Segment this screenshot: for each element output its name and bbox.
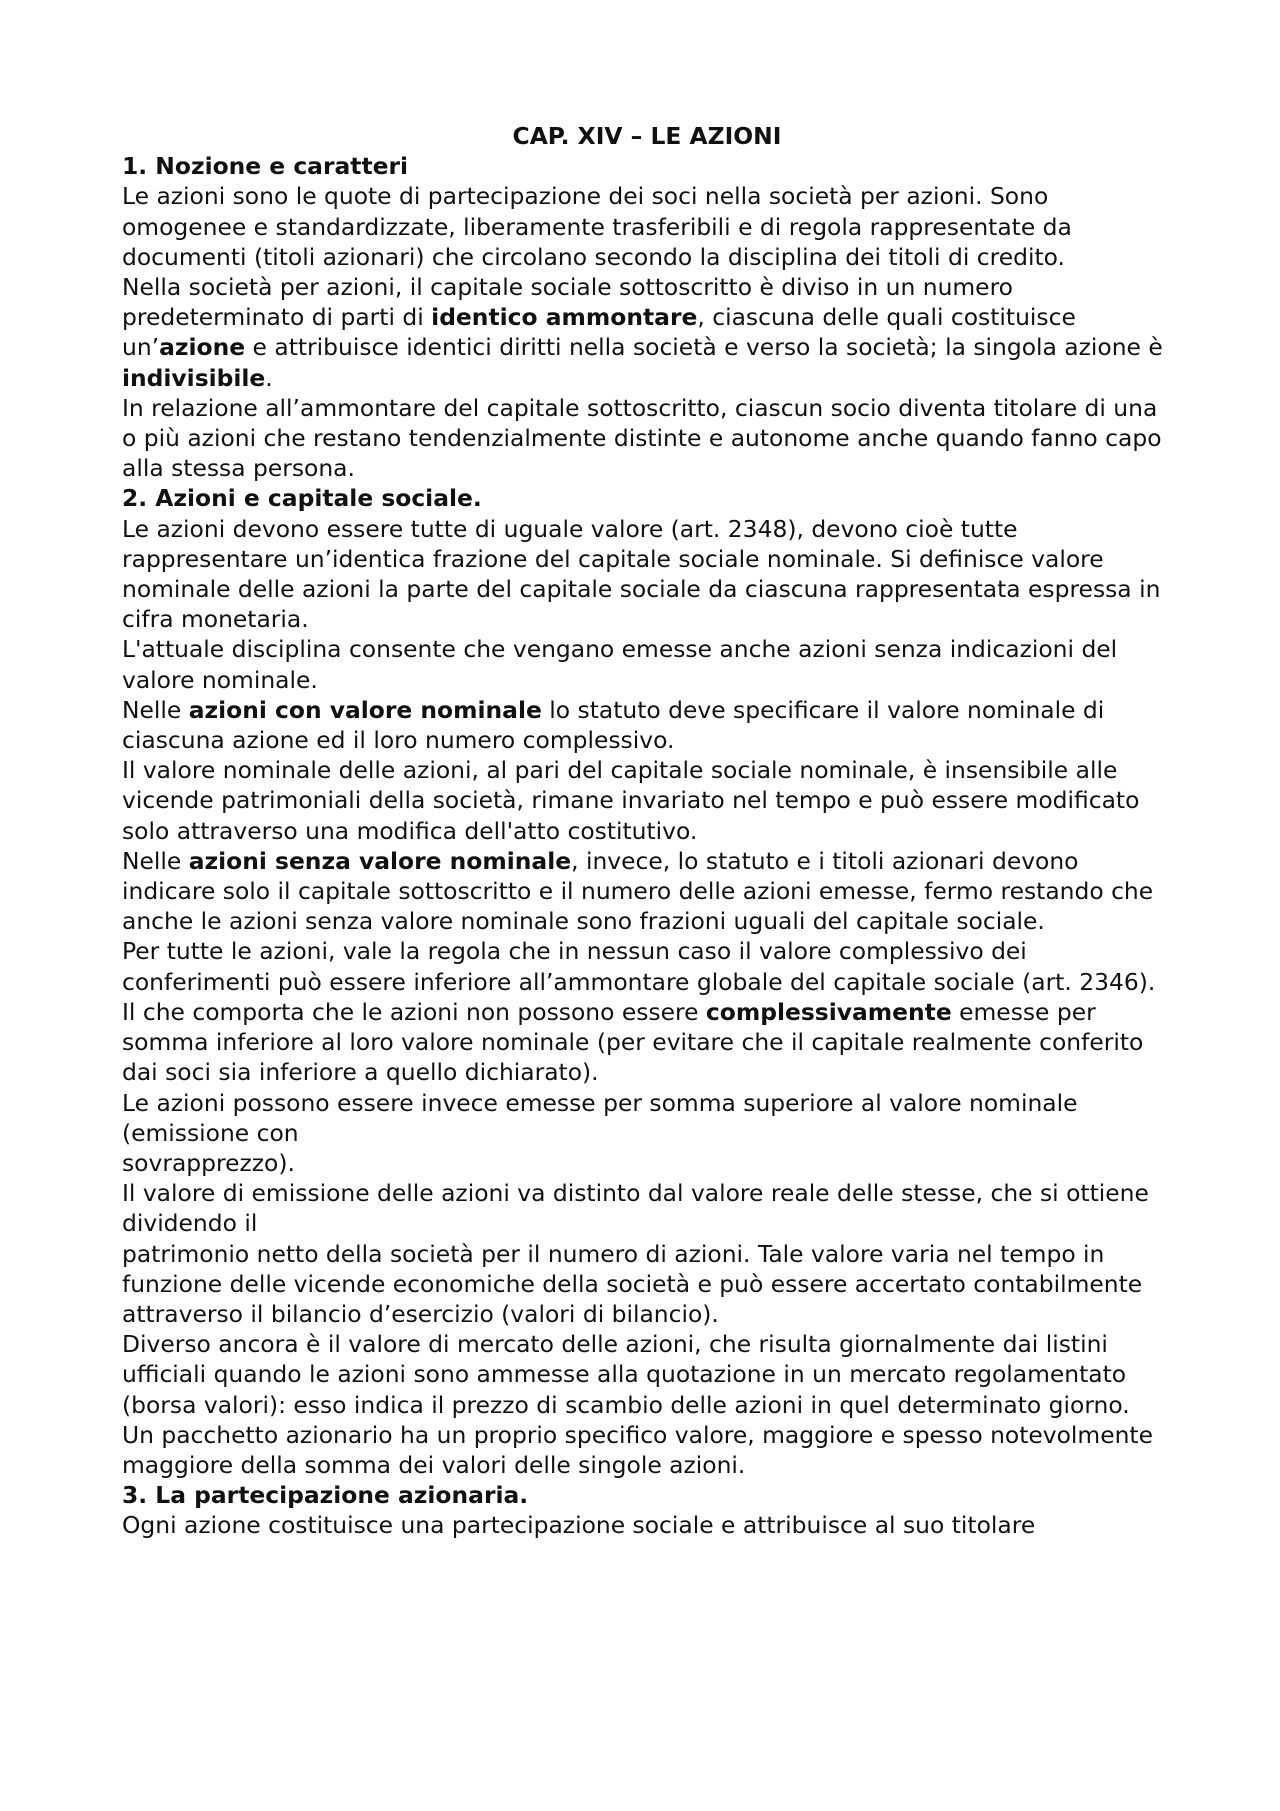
paragraph: Un pacchetto azionario ha un proprio specifico valore, maggiore e spesso notevolmente maggiore della somma dei valori delle singole azioni. (122, 1420, 1153, 1479)
section-heading-3: 3. La partecipazione azionaria. (122, 1481, 529, 1510)
paragraph (122, 846, 1172, 937)
text-line: Il valore di emissione delle azioni va distinto dal valore reale delle stesse, che si ottiene dividendo il (122, 1179, 1149, 1238)
text-line: sovrapprezzo). (122, 1148, 295, 1177)
text-run: lo statuto deve specificare il valore nominale di ciascuna azione ed il loro numero complessivo. (122, 695, 1105, 755)
text-run: e attribuisce identici diritti nella società e verso la società; la singola azione è (245, 333, 1163, 362)
text-run: , invece, lo statuto e i titoli azionari devono indicare solo il capitale sottoscritto e il numero delle azioni emesse, fermo restando che anche le azioni senza valore nominale sono frazioni uguali del capitale sociale. (122, 846, 1154, 936)
text-run: Nella società per azioni, il capitale sociale sottoscritto è diviso in un numero predeterminato di parti di (122, 273, 1013, 332)
bold-text: identico ammontare (431, 303, 698, 332)
document-title: CAP. XIV – LE AZIONI (512, 122, 782, 150)
paragraph: L'attuale disciplina consente che vengano emesse anche azioni senza indicazioni del valore nominale. (122, 635, 1118, 694)
text-run: Nelle (122, 846, 189, 875)
section-heading-2: 2. Azioni e capitale sociale. (122, 484, 482, 513)
paragraph: Ogni azione costituisce una partecipazione sociale e attribuisce al suo titolare (122, 1511, 1036, 1540)
bold-text: complessivamente (705, 997, 952, 1026)
bold-text: indivisibile (122, 363, 266, 392)
text-run: , ciascuna delle quali costituisce un’ (122, 303, 1076, 362)
text-line: patrimonio netto della società per il numero di azioni. Tale valore varia nel tempo in funzione delle vicende economiche della società e può essere accertato contabilmente attraverso il bilancio d’esercizio (valori di bilancio). (122, 1239, 1143, 1328)
paragraph (122, 1178, 1172, 1329)
bold-text: azione (159, 333, 246, 362)
paragraph: Le azioni devono essere tutte di uguale valore (art. 2348), devono cioè tutte rappresentare un’identica frazione del capitale sociale nominale. Si definisce valore nominale delle azioni la parte del capitale sociale da ciascuna rappresentata espressa in cifra monetaria. (122, 514, 1161, 634)
paragraph: Il valore nominale delle azioni, al pari del capitale sociale nominale, è insensibile alle vicende patrimoniali della società, rimane invariato nel tempo e può essere modificato solo attraverso una modifica dell'atto costitutivo. (122, 756, 1140, 845)
text-line: Le azioni possono essere invece emesse per somma superiore al valore nominale (emissione con (122, 1088, 1078, 1147)
text-run: emesse per somma inferiore al loro valore nominale (per evitare che il capitale realmente conferito dai soci sia inferiore a quello dichiarato). (122, 997, 1144, 1087)
text-run: Nelle (122, 695, 189, 724)
paragraph: Le azioni sono le quote di partecipazione dei soci nella società per azioni. Sono omogenee e standardizzate, liberamente trasferibili e di regola rappresentate da documenti (titoli azionari) che circolano secondo la disciplina dei titoli di credito. (122, 182, 1072, 271)
bold-text: azioni senza valore nominale (188, 846, 572, 875)
paragraph (122, 936, 1172, 1087)
paragraph: Diverso ancora è il valore di mercato delle azioni, che risulta giornalmente dai listini ufficiali quando le azioni sono ammesse alla quotazione in un mercato regolamentato (borsa valori): esso indica il prezzo di scambio delle azioni in quel determinato giorno. (122, 1330, 1130, 1419)
paragraph (122, 1088, 1172, 1179)
section-heading-1: 1. Nozione e caratteri (122, 152, 409, 181)
document-body (122, 121, 1172, 1541)
text-run: . (265, 363, 273, 392)
paragraph (122, 695, 1172, 755)
paragraph (122, 272, 1172, 393)
bold-text: azioni con valore nominale (188, 695, 542, 724)
text-run: Per tutte le azioni, vale la regola che in nessun caso il valore complessivo dei conferimenti può essere inferiore all’ammontare globale del capitale sociale (art. 2346). Il che comporta che le azioni non possono essere (122, 937, 1156, 1026)
paragraph: In relazione all’ammontare del capitale sottoscritto, ciascun socio diventa titolare di una o più azioni che restano tendenzialmente distinte e autonome anche quando fanno capo alla stessa persona. (122, 393, 1162, 483)
